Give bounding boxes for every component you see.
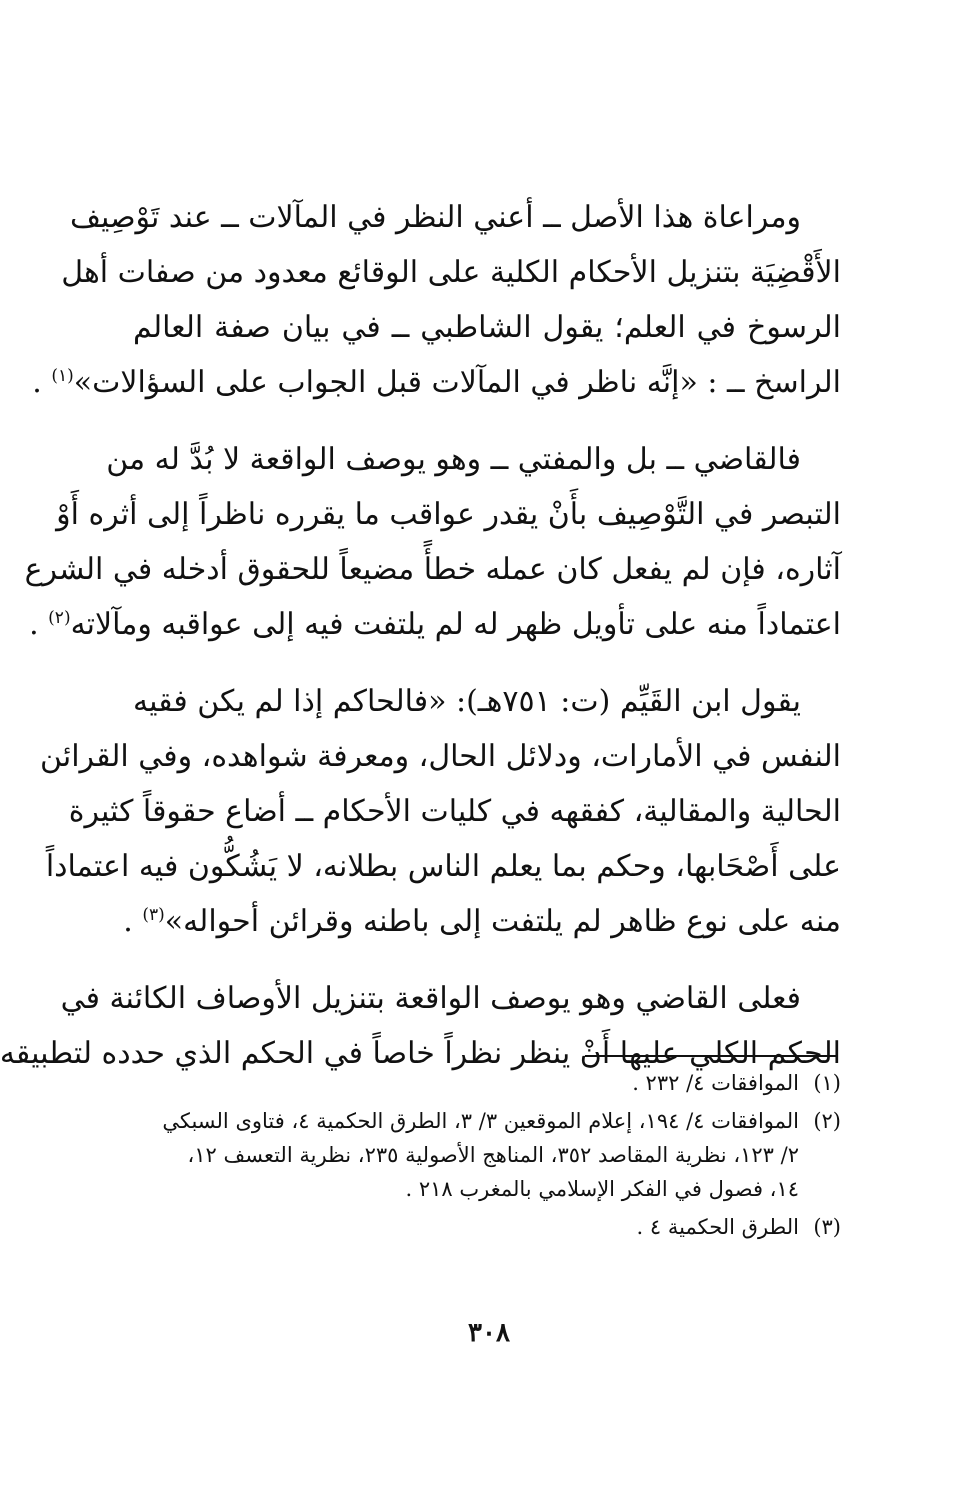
text-line: الحكم الكلي عليها أَنْ ينظر نظراً خاصاً في الحكم الذي حدده لتطبيقه: [0, 1036, 841, 1071]
text-line: التبصر في التَّوْصِيف بأَنْ يقدر عواقب ما يقرره ناظراً إلى أثره أَوْ: [56, 497, 841, 532]
text-line: على أَصْحَابها، وحكم بما يعلم الناس بطلانه، لا يَشُكُّون فيه اعتماداً: [45, 849, 841, 884]
footnote-divider: [585, 1055, 837, 1057]
footnote-number: (٣): [813, 1215, 841, 1239]
footnote-text: الموافقات ٤/ ١٩٤، إعلام الموقعين ٣/ ٣، الطرق الحكمية ٤، فتاوى السبكي: [162, 1109, 799, 1133]
footnote-number: (٢): [813, 1109, 841, 1133]
text-line: فالقاضي ــ بل والمفتي ــ وهو يوصف الواقعة لا بُدَّ له من: [106, 442, 801, 477]
paragraph-1: [32, 190, 841, 410]
text-line: ومراعاة هذا الأصل ــ أعني النظر في المآلات ــ عند تَوْصِيف: [69, 200, 801, 235]
footnote-1: [133, 1066, 841, 1100]
footnote-text: الموافقات ٤/ ٢٣٢ .: [632, 1071, 799, 1095]
footnote-3: [133, 1210, 841, 1244]
text-line: آثاره، فإن لم يفعل كان عمله خطأً مضيعاً للحقوق أدخله في الشرع: [24, 552, 841, 587]
footnote-text: ١٤، فصول في الفكر الإسلامي بالمغرب ٢١٨ .: [405, 1177, 799, 1201]
paragraph-3: [40, 674, 841, 949]
text-line: الرسوخ في العلم؛ يقول الشاطبي ــ في بيان صفة العالم: [133, 310, 841, 345]
text-line-content: اعتماداً منه على تأويل ظهر له لم يلتفت فيه إلى عواقبه ومآلاته: [70, 607, 841, 642]
text-line-content: منه على نوع ظاهر لم يلتفت إلى باطنه وقرائن أحواله»: [164, 904, 841, 939]
text-line: يقول ابن القَيِّم (ت: ٧٥١هـ): «فالحاكم إذا لم يكن فقيه: [133, 684, 802, 719]
text-line: الأَقْضِيَة بتنزيل الأحكام الكلية على الوقائع معدود من صفات أهل: [61, 255, 841, 290]
line-tail: .: [123, 904, 143, 939]
text-line-content: الراسخ ــ : «إنَّه ناظر في المآلات قبل الجواب على السؤالات»: [73, 365, 841, 400]
footnote-text: ٢/ ١٢٣، نظرية المقاصد ٣٥٢، المناهج الأصولية ٢٣٥، نظرية التعسف ١٢،: [187, 1143, 799, 1167]
text-line-last: [29, 597, 841, 652]
line-tail: .: [32, 365, 52, 400]
footnote-ref-1[interactable]: (١): [51, 366, 74, 386]
footnotes: [133, 1066, 841, 1248]
footnote-number: (١): [813, 1071, 841, 1095]
paragraph-2: [24, 432, 841, 652]
page-number: ٣٠٨: [468, 1318, 510, 1348]
text-line: الحالية والمقالية، كفقهه في كليات الأحكام ــ أضاع حقوقاً كثيرة: [68, 794, 841, 829]
text-line: فعلى القاضي وهو يوصف الواقعة بتنزيل الأوصاف الكائنة في: [60, 981, 801, 1016]
main-text: [0, 190, 841, 1103]
line-tail: .: [29, 607, 49, 642]
paragraph-4: [0, 971, 841, 1081]
footnote-2: [133, 1104, 841, 1206]
footnote-text: الطرق الحكمية ٤ .: [636, 1215, 799, 1239]
text-line-last: [32, 355, 841, 410]
footnote-ref-3[interactable]: (٣): [142, 905, 165, 925]
text-line: النفس في الأمارات، ودلائل الحال، ومعرفة شواهده، وفي القرائن: [40, 739, 841, 774]
footnote-ref-2[interactable]: (٢): [48, 608, 71, 628]
text-line-last: [123, 894, 841, 949]
